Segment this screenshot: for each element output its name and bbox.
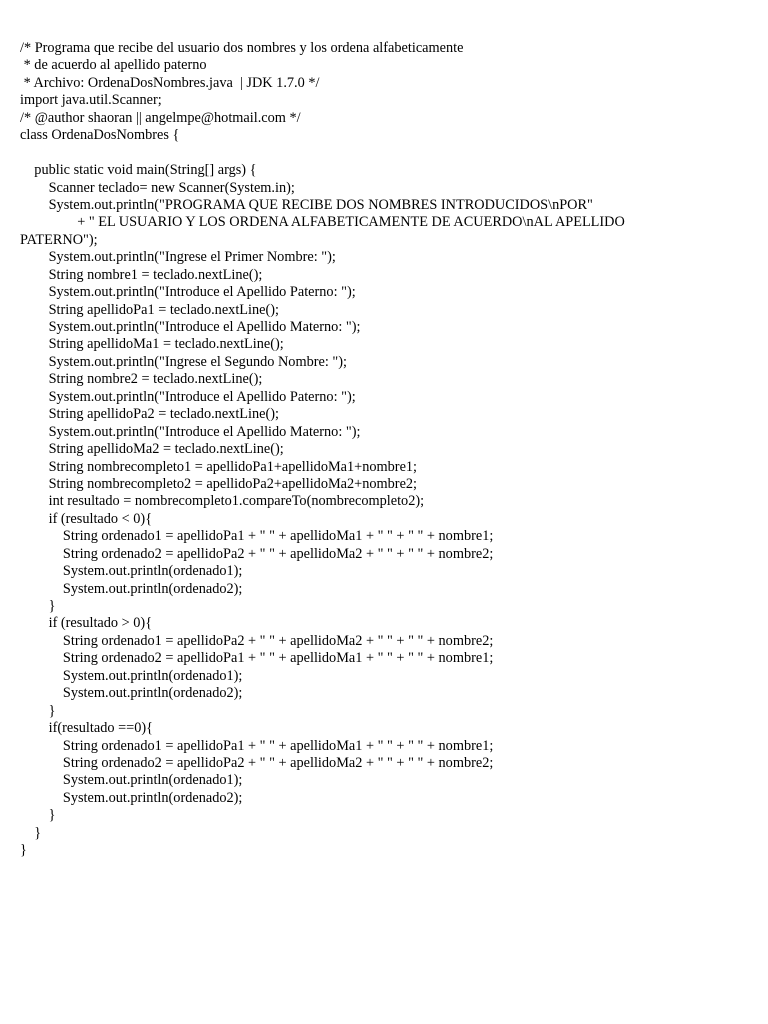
- code-line: String ordenado2 = apellidoPa2 + " " + apellidoMa2 + " " + " " + nombre2;: [20, 545, 494, 562]
- code-line: }: [20, 598, 56, 614]
- code-line: * de acuerdo al apellido paterno: [20, 57, 207, 74]
- code-line: String apellidoPa1 = teclado.nextLine();: [20, 301, 279, 318]
- code-line: if (resultado > 0){: [20, 615, 153, 632]
- code-line: }: [20, 842, 27, 859]
- code-line: System.out.println("PROGRAMA QUE RECIBE DOS NOMBRES INTRODUCIDOS\nPOR": [20, 196, 593, 213]
- code-line: System.out.println(ordenado2);: [20, 789, 243, 806]
- code-line: String nombrecompleto1 = apellidoPa1+apellidoMa1+nombre1;: [20, 458, 418, 475]
- code-line: System.out.println("Ingrese el Primer Nombre: ");: [20, 249, 336, 266]
- code-line: System.out.println("Introduce el Apellido Paterno: ");: [20, 388, 356, 405]
- code-line: if(resultado ==0){: [20, 720, 153, 737]
- code-line: PATERNO");: [20, 231, 98, 248]
- code-line: String ordenado1 = apellidoPa1 + " " + apellidoMa1 + " " + " " + nombre1;: [20, 737, 494, 754]
- code-line: + " EL USUARIO Y LOS ORDENA ALFABETICAMENTE DE ACUERDO\nAL APELLIDO: [20, 214, 625, 231]
- code-line: Scanner teclado= new Scanner(System.in);: [20, 179, 295, 196]
- code-line: import java.util.Scanner;: [20, 92, 162, 109]
- code-line: String apellidoMa2 = teclado.nextLine();: [20, 441, 284, 458]
- code-line: /* Programa que recibe del usuario dos nombres y los ordena alfabeticamente: [20, 40, 464, 56]
- code-line: String nombre2 = teclado.nextLine();: [20, 371, 263, 388]
- code-line: [0, 145, 768, 162]
- source-code-document: [0, 40, 768, 860]
- code-line: if (resultado < 0){: [20, 510, 153, 527]
- code-line: class OrdenaDosNombres {: [20, 127, 180, 144]
- code-line: }: [20, 807, 56, 824]
- code-line: * Archivo: OrdenaDosNombres.java | JDK 1.7.0 */: [20, 74, 320, 91]
- code-line: System.out.println("Introduce el Apellido Materno: ");: [20, 319, 361, 335]
- code-line: public static void main(String[] args) {: [20, 162, 257, 179]
- code-line: System.out.println("Ingrese el Segundo Nombre: ");: [20, 353, 347, 370]
- code-line: String ordenado2 = apellidoPa2 + " " + apellidoMa2 + " " + " " + nombre2;: [20, 754, 494, 771]
- code-line: System.out.println(ordenado2);: [20, 685, 243, 702]
- code-line: System.out.println(ordenado1);: [20, 772, 243, 789]
- code-line: String ordenado1 = apellidoPa1 + " " + apellidoMa1 + " " + " " + nombre1;: [20, 528, 494, 545]
- code-line: String ordenado1 = apellidoPa2 + " " + apellidoMa2 + " " + " " + nombre2;: [20, 632, 494, 649]
- code-line: System.out.println("Introduce el Apellido Paterno: ");: [20, 284, 356, 301]
- code-line: /* @author shaoran || angelmpe@hotmail.com */: [20, 109, 301, 126]
- code-line: System.out.println(ordenado1);: [20, 563, 243, 580]
- code-line: String nombre1 = teclado.nextLine();: [20, 266, 263, 283]
- code-line: String apellidoPa2 = teclado.nextLine();: [20, 406, 279, 423]
- code-line: }: [20, 824, 42, 841]
- code-line: String apellidoMa1 = teclado.nextLine();: [20, 336, 284, 353]
- code-line: int resultado = nombrecompleto1.compareTo(nombrecompleto2);: [20, 493, 425, 510]
- code-line: }: [20, 702, 56, 719]
- code-line: System.out.println(ordenado2);: [20, 580, 243, 597]
- code-line: System.out.println(ordenado1);: [20, 667, 243, 684]
- code-line: String ordenado2 = apellidoPa1 + " " + apellidoMa1 + " " + " " + nombre1;: [20, 650, 494, 667]
- code-line: System.out.println("Introduce el Apellido Materno: ");: [20, 423, 361, 440]
- code-line: String nombrecompleto2 = apellidoPa2+apellidoMa2+nombre2;: [20, 475, 418, 492]
